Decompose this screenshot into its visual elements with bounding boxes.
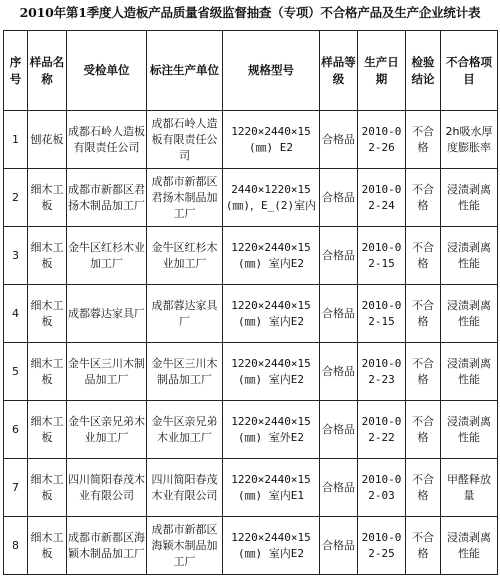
cell-index: 6 xyxy=(4,401,28,459)
cell-inspection-result: 不合格 xyxy=(406,459,441,517)
table-row xyxy=(4,517,498,575)
cell-production-date: 2010-02-26 xyxy=(358,111,406,169)
cell-sample-name: 细木工板 xyxy=(28,285,67,343)
cell-sample-name: 细木工板 xyxy=(28,401,67,459)
cell-production-date: 2010-02-24 xyxy=(358,169,406,227)
cell-sample-name: 细木工板 xyxy=(28,343,67,401)
cell-production-date: 2010-02-15 xyxy=(358,285,406,343)
cell-production-date: 2010-02-23 xyxy=(358,343,406,401)
cell-labeled-producer: 成都市新都区君扬木制品加工厂 xyxy=(147,169,223,227)
cell-production-date: 2010-02-25 xyxy=(358,517,406,575)
cell-failed-item: 浸渍剥离性能 xyxy=(441,343,498,401)
cell-labeled-producer: 金牛区三川木制品加工厂 xyxy=(147,343,223,401)
cell-inspected-unit: 成都石岭人造板有限责任公司 xyxy=(67,111,147,169)
cell-failed-item: 浸渍剥离性能 xyxy=(441,517,498,575)
cell-failed-item: 浸渍剥离性能 xyxy=(441,227,498,285)
cell-index: 5 xyxy=(4,343,28,401)
cell-sample-grade: 合格品 xyxy=(320,401,358,459)
cell-spec-model: 2440×1220×15(㎜)，E_(2)室内 xyxy=(223,169,320,227)
cell-inspected-unit: 金牛区三川木制品加工厂 xyxy=(67,343,147,401)
cell-failed-item: 2h吸水厚度膨胀率 xyxy=(441,111,498,169)
cell-sample-name: 细木工板 xyxy=(28,517,67,575)
table-row xyxy=(4,401,498,459)
cell-index: 4 xyxy=(4,285,28,343)
cell-labeled-producer: 成都蓉达家具厂 xyxy=(147,285,223,343)
cell-failed-item: 浸渍剥离性能 xyxy=(441,401,498,459)
cell-index: 3 xyxy=(4,227,28,285)
cell-index: 8 xyxy=(4,517,28,575)
table-row xyxy=(4,459,498,517)
table-title: 2010年第1季度人造板产品质量省级监督抽查（专项）不合格产品及生产企业统计表 xyxy=(19,5,481,20)
cell-inspection-result: 不合格 xyxy=(406,169,441,227)
cell-inspected-unit: 四川简阳春茂木业有限公司 xyxy=(67,459,147,517)
cell-sample-name: 细木工板 xyxy=(28,459,67,517)
cell-spec-model: 1220×2440×15(㎜) E2 xyxy=(223,111,320,169)
cell-labeled-producer: 成都市新都区海颖木制品加工厂 xyxy=(147,517,223,575)
header-spec-model: 规格型号 xyxy=(223,31,320,111)
cell-inspected-unit: 成都蓉达家具厂 xyxy=(67,285,147,343)
cell-sample-name: 细木工板 xyxy=(28,227,67,285)
header-index: 序号 xyxy=(4,31,28,111)
cell-labeled-producer: 四川简阳春茂木业有限公司 xyxy=(147,459,223,517)
cell-production-date: 2010-02-03 xyxy=(358,459,406,517)
cell-spec-model: 1220×2440×15(㎜) 室内E2 xyxy=(223,517,320,575)
cell-sample-name: 刨花板 xyxy=(28,111,67,169)
cell-sample-grade: 合格品 xyxy=(320,111,358,169)
cell-sample-grade: 合格品 xyxy=(320,285,358,343)
cell-spec-model: 1220×2440×15(㎜) 室内E2 xyxy=(223,285,320,343)
cell-spec-model: 1220×2440×15(㎜) 室内E1 xyxy=(223,459,320,517)
cell-labeled-producer: 金牛区红杉木业加工厂 xyxy=(147,227,223,285)
cell-sample-name: 细木工板 xyxy=(28,169,67,227)
cell-production-date: 2010-02-15 xyxy=(358,227,406,285)
cell-labeled-producer: 金牛区亲兄弟木业加工厂 xyxy=(147,401,223,459)
cell-sample-grade: 合格品 xyxy=(320,517,358,575)
noncompliant-products-table xyxy=(3,30,498,575)
cell-index: 1 xyxy=(4,111,28,169)
table-header-row xyxy=(4,31,498,111)
cell-inspected-unit: 成都市新都区君扬木制品加工厂 xyxy=(67,169,147,227)
header-inspected-unit: 受检单位 xyxy=(67,31,147,111)
table-row xyxy=(4,285,498,343)
cell-spec-model: 1220×2440×15(㎜) 室外E2 xyxy=(223,401,320,459)
table-row xyxy=(4,111,498,169)
cell-inspection-result: 不合格 xyxy=(406,227,441,285)
cell-inspection-result: 不合格 xyxy=(406,285,441,343)
cell-failed-item: 甲醛释放量 xyxy=(441,459,498,517)
cell-failed-item: 浸渍剥离性能 xyxy=(441,285,498,343)
cell-failed-item: 浸渍剥离性能 xyxy=(441,169,498,227)
cell-inspected-unit: 金牛区亲兄弟木业加工厂 xyxy=(67,401,147,459)
header-sample-grade: 样品等级 xyxy=(320,31,358,111)
header-inspection-result: 检验结论 xyxy=(406,31,441,111)
cell-index: 2 xyxy=(4,169,28,227)
cell-index: 7 xyxy=(4,459,28,517)
header-failed-item: 不合格项目 xyxy=(441,31,498,111)
cell-inspection-result: 不合格 xyxy=(406,401,441,459)
cell-inspection-result: 不合格 xyxy=(406,517,441,575)
cell-sample-grade: 合格品 xyxy=(320,459,358,517)
table-row xyxy=(4,227,498,285)
header-labeled-producer: 标注生产单位 xyxy=(147,31,223,111)
header-sample-name: 样品名称 xyxy=(28,31,67,111)
table-row xyxy=(4,343,498,401)
header-production-date: 生产日期 xyxy=(358,31,406,111)
cell-sample-grade: 合格品 xyxy=(320,343,358,401)
cell-spec-model: 1220×2440×15(㎜) 室内E2 xyxy=(223,227,320,285)
cell-inspected-unit: 金牛区红杉木业加工厂 xyxy=(67,227,147,285)
cell-production-date: 2010-02-22 xyxy=(358,401,406,459)
cell-inspection-result: 不合格 xyxy=(406,343,441,401)
table-row xyxy=(4,169,498,227)
cell-spec-model: 1220×2440×15(㎜) 室内E2 xyxy=(223,343,320,401)
cell-sample-grade: 合格品 xyxy=(320,169,358,227)
cell-inspection-result: 不合格 xyxy=(406,111,441,169)
cell-inspected-unit: 成都市新都区海颖木制品加工厂 xyxy=(67,517,147,575)
cell-sample-grade: 合格品 xyxy=(320,227,358,285)
cell-labeled-producer: 成都石岭人造板有限责任公司 xyxy=(147,111,223,169)
